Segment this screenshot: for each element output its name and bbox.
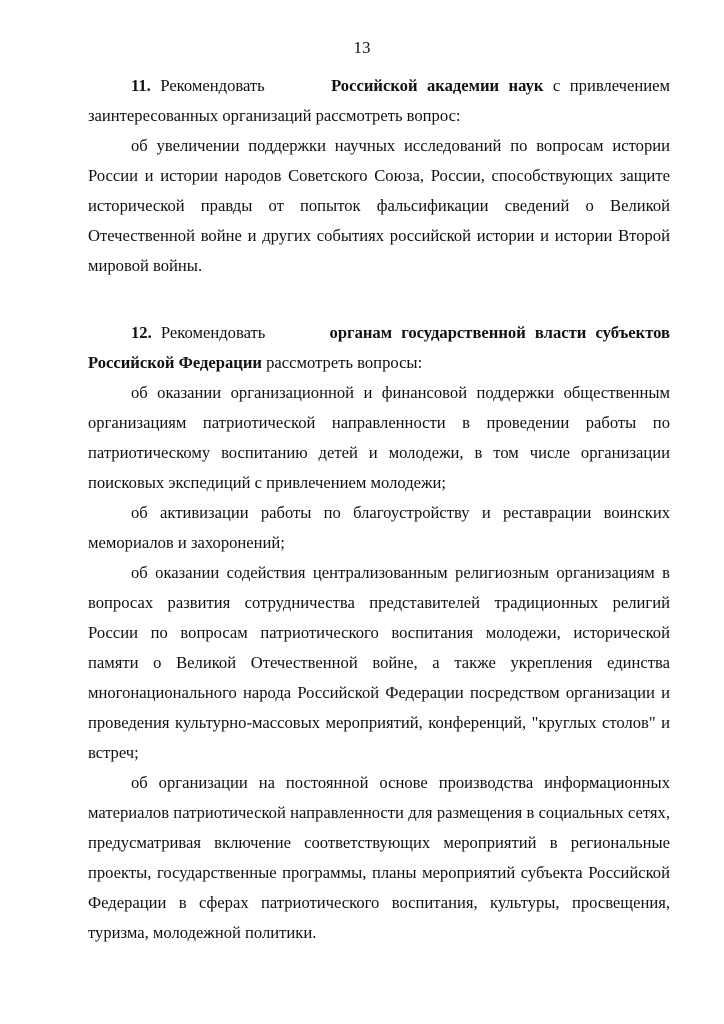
item-12-rest: рассмотреть вопросы: <box>266 353 423 372</box>
item-12-point-3: об оказании содействия централизованным религиозным организациям в вопросах развития сотрудничества представителей традиционных религий России по вопросам патриотического воспитания молодежи, исторической памяти о Великой Отечественной войне, а также укрепления единства многонационального народа Российской Федерации посредством организации и проведения культурно-массовых мероприятий, конференций, "круглых столов" и встреч; <box>88 563 670 762</box>
section-gap <box>88 281 670 318</box>
item-12-addressee: органам государственной власти субъектов Российской Федерации <box>88 323 670 372</box>
item-11-point-1: об увеличении поддержки научных исследований по вопросам истории России и истории народов Советского Союза, России, способствующих защите исторической правды от попыток фальсификации сведений о Великой Отечественной войне и других событиях российской истории и истории Второй мировой войны. <box>88 136 670 275</box>
item-12-number: 12. <box>131 323 152 342</box>
item-11-intro: Рекомендовать <box>160 76 265 95</box>
item-12-intro: Рекомендовать <box>160 323 266 342</box>
item-12-heading <box>88 318 670 378</box>
item-11-number: 11. <box>131 76 151 95</box>
item-11-addressee: Российской академии наук <box>331 76 544 95</box>
document-body <box>88 71 670 948</box>
item-12-point-1: об оказании организационной и финансовой поддержки общественным организациям патриотической направленности в проведении работы по патриотическому воспитанию детей и молодежи, в том числе организации поисковых экспедиций с привлечением молодежи; <box>88 383 670 492</box>
item-12-point-2: об активизации работы по благоустройству и реставрации воинских мемориалов и захоронений; <box>88 503 670 552</box>
item-12-point-4: об организации на постоянной основе производства информационных материалов патриотической направленности для размещения в социальных сетях, предусматривая включение соответствующих мероприятий в региональные проекты, государственные программы, планы мероприятий субъекта Российской Федерации в сферах патриотического воспитания, культуры, просвещения, туризма, молодежной политики. <box>88 773 670 942</box>
item-11-rest: с привлечением заинтересованных организаций рассмотреть вопрос: <box>88 76 671 125</box>
page-number: 13 <box>353 38 371 57</box>
item-11-heading <box>88 71 670 131</box>
